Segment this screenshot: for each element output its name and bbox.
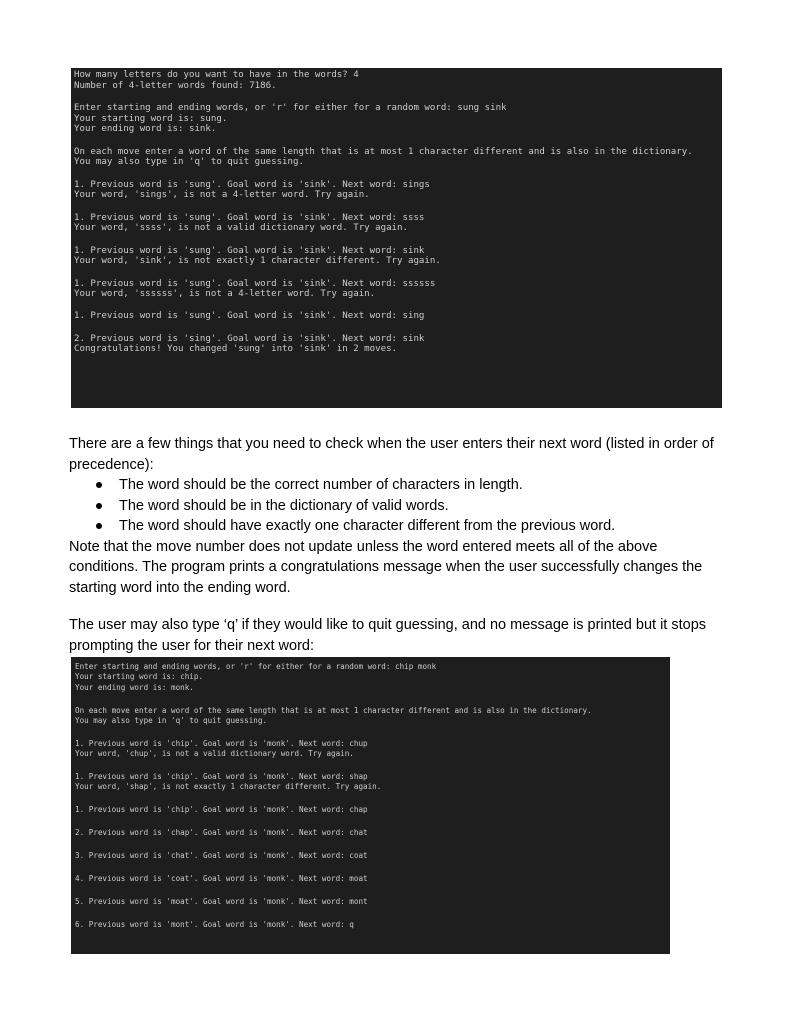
terminal-line: 2. Previous word is 'chap'. Goal word is 'monk'. Next word: chat bbox=[75, 828, 368, 838]
terminal-line: 2. Previous word is 'sing'. Goal word is 'sink'. Next word: sink bbox=[74, 333, 425, 344]
terminal-line: 4. Previous word is 'coat'. Goal word is 'monk'. Next word: moat bbox=[75, 874, 368, 884]
terminal-line: Your word, 'ssssss', is not a 4-letter word. Try again. bbox=[74, 289, 376, 300]
terminal-line: On each move enter a word of the same length that is at most 1 character different and is also in the dictionary. bbox=[74, 146, 693, 157]
terminal-output-sung-sink bbox=[71, 68, 722, 408]
terminal-line: Your word, 'sink', is not exactly 1 character different. Try again. bbox=[74, 256, 441, 267]
terminal-line: Your word, 'chup', is not a valid dictionary word. Try again. bbox=[75, 749, 354, 759]
terminal-line: Your word, 'sings', is not a 4-letter word. Try again. bbox=[74, 190, 370, 201]
blank-line bbox=[75, 726, 670, 739]
check-item-text: The word should be in the dictionary of valid words. bbox=[119, 497, 449, 514]
check-item-text: The word should be the correct number of characters in length. bbox=[119, 477, 523, 493]
blank-line bbox=[74, 322, 722, 334]
terminal-line: Enter starting and ending words, or 'r' for either for a random word: sung sink bbox=[74, 102, 507, 113]
bullet-icon bbox=[96, 523, 102, 529]
terminal-line: 1. Previous word is 'chip'. Goal word is 'monk'. Next word: shap bbox=[75, 772, 368, 782]
quit-description: The user may also type ‘q’ if they would like to quit guessing, and no message is printed but it stops prompting the user for their next word: bbox=[69, 617, 707, 654]
blank-line bbox=[74, 234, 722, 246]
terminal-line: 1. Previous word is 'sung'. Goal word is 'sink'. Next word: ssss bbox=[74, 212, 425, 223]
terminal-line: Enter starting and ending words, or 'r' for either for a random word: chip monk bbox=[75, 662, 437, 671]
blank-line bbox=[74, 135, 722, 147]
blank-line bbox=[74, 91, 722, 103]
move-number-note: Note that the move number does not update unless the word entered meets all of the above conditions. The program prints a congratulations message when the user successfully changes the starting word into the ending word. bbox=[69, 538, 703, 596]
terminal-line: On each move enter a word of the same length that is at most 1 character different and is also in the dictionary. bbox=[75, 705, 592, 715]
check-item-one-char bbox=[69, 516, 729, 537]
terminal-line: 1. Previous word is 'sung'. Goal word is 'sink'. Next word: ssssss bbox=[74, 278, 436, 289]
terminal-line: How many letters do you want to have in the words? 4 bbox=[74, 70, 359, 80]
instructions-section bbox=[69, 434, 729, 598]
terminal-line: 6. Previous word is 'mont'. Goal word is 'monk'. Next word: q bbox=[75, 920, 354, 930]
blank-line bbox=[74, 168, 722, 180]
blank-line bbox=[75, 759, 670, 772]
blank-line bbox=[74, 267, 722, 279]
terminal-line: Your ending word is: monk. bbox=[75, 682, 194, 692]
terminal-line: You may also type in 'q' to quit guessing. bbox=[74, 157, 304, 168]
check-item-text: The word should have exactly one character different from the previous word. bbox=[119, 518, 616, 534]
terminal-line: Number of 4-letter words found: 7186. bbox=[74, 80, 277, 91]
terminal-line: Your ending word is: sink. bbox=[74, 124, 217, 135]
terminal-line: Your word, 'ssss', is not a valid dictionary word. Try again. bbox=[74, 223, 408, 234]
blank-line bbox=[75, 839, 670, 852]
blank-line bbox=[75, 793, 670, 806]
terminal-line: You may also type in 'q' to quit guessing. bbox=[75, 715, 268, 725]
bullet-icon bbox=[96, 482, 102, 488]
check-list bbox=[69, 475, 729, 537]
quit-section bbox=[69, 615, 729, 656]
terminal-line: 3. Previous word is 'chat'. Goal word is 'monk'. Next word: coat bbox=[75, 851, 368, 861]
terminal-line: Congratulations! You changed 'sung' into 'sink' in 2 moves. bbox=[74, 344, 398, 355]
terminal-line: 1. Previous word is 'chip'. Goal word is 'monk'. Next word: chap bbox=[75, 805, 368, 815]
terminal-output-chip-monk bbox=[71, 657, 670, 954]
blank-line bbox=[75, 693, 670, 706]
terminal-line: 1. Previous word is 'chip'. Goal word is 'monk'. Next word: chup bbox=[75, 738, 368, 748]
terminal-line: 1. Previous word is 'sung'. Goal word is 'sink'. Next word: sings bbox=[74, 179, 430, 190]
terminal-line: 5. Previous word is 'moat'. Goal word is 'monk'. Next word: mont bbox=[75, 897, 368, 907]
terminal-line: Your starting word is: chip. bbox=[75, 672, 204, 682]
blank-line bbox=[75, 885, 670, 898]
terminal-line: 1. Previous word is 'sung'. Goal word is 'sink'. Next word: sing bbox=[74, 311, 425, 322]
check-item-length bbox=[69, 475, 729, 496]
blank-line bbox=[74, 201, 722, 213]
blank-line bbox=[75, 862, 670, 875]
bullet-icon bbox=[96, 503, 102, 509]
terminal-line: Your word, 'shap', is not exactly 1 character different. Try again. bbox=[75, 782, 382, 792]
blank-line bbox=[75, 908, 670, 921]
terminal-line: Your starting word is: sung. bbox=[74, 113, 228, 124]
precedence-intro: There are a few things that you need to check when the user enters their next word (listed in order of precedence): bbox=[69, 436, 714, 473]
blank-line bbox=[75, 816, 670, 829]
blank-line bbox=[74, 300, 722, 312]
terminal-line: 1. Previous word is 'sung'. Goal word is 'sink'. Next word: sink bbox=[74, 245, 425, 256]
check-item-dictionary bbox=[69, 496, 729, 517]
